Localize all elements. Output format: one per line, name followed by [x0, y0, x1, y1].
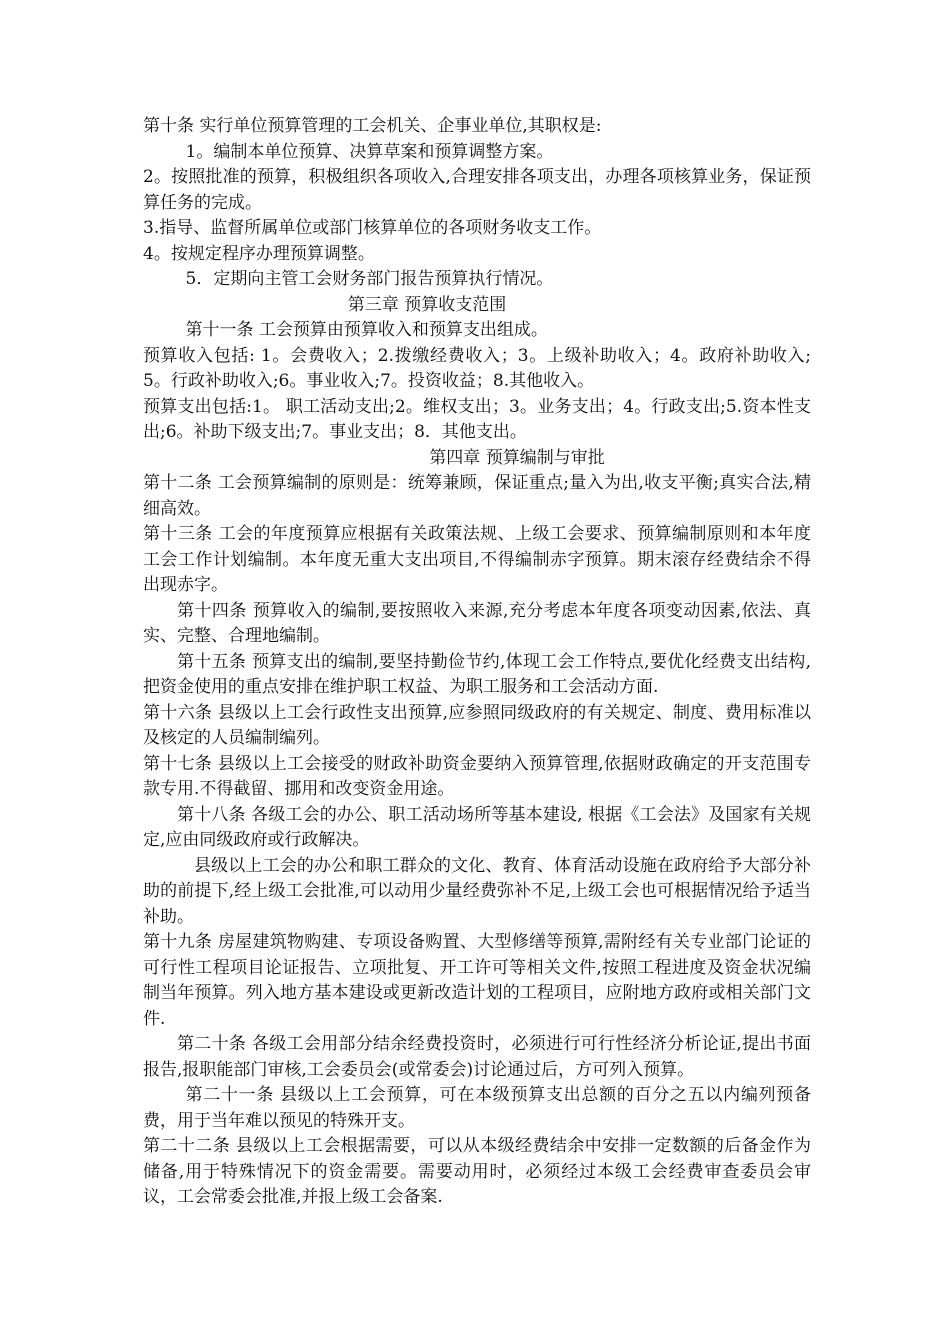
article-20: 第二十条 各级工会用部分结余经费投资时，必须进行可行性经济分析论证,提出书面报告,报职能部门审核,工会委员会(或常委会)讨论通过后，方可列入预算。 — [143, 1034, 811, 1080]
article-15: 第十五条 预算支出的编制,要坚持勤俭节约,体现工会工作特点,要优化经费支出结构,把资金使用的重点安排在维护职工权益、为职工服务和工会活动方面. — [143, 651, 811, 697]
article-10-item-4: 4。按规定程序办理预算调整。 — [143, 243, 375, 264]
article-19: 第十九条 房屋建筑物购建、专项设备购置、大型修缮等预算,需附经有关专业部门论证的可行性工程项目论证报告、立项批复、开工许可等相关文件,按照工程进度及资金状况编制当年预算。列入地方基本建设或更新改造计划的工程项目，应附地方政府或相关部门文件. — [143, 932, 811, 1029]
article-14: 第十四条 预算收入的编制,要按照收入来源,充分考虑本年度各项变动因素,依法、真实、完整、合理地编制。 — [143, 600, 811, 646]
chapter-3-heading: 第三章 预算收支范围 — [347, 294, 507, 315]
article-12: 第十二条 工会预算编制的原则是：统筹兼顾，保证重点;量入为出,收支平衡;真实合法,精细高效。 — [143, 473, 811, 519]
article-18-clause-2: 县级以上工会的办公和职工群众的文化、教育、体育活动设施在政府给予大部分补助的前提下,经上级工会批准,可以动用少量经费弥补不足,上级工会也可根据情况给予适当补助。 — [143, 855, 811, 927]
budget-expenditure-items: 预算支出包括:1。 职工活动支出;2。维权支出；3。业务支出；4。行政支出;5.资本性支出;6。补助下级支出;7。事业支出；8．其他支出。 — [143, 396, 811, 442]
article-10-item-1: 1。编制本单位预算、决算草案和预算调整方案。 — [185, 141, 554, 162]
article-13: 第十三条 工会的年度预算应根据有关政策法规、上级工会要求、预算编制原则和本年度工会工作计划编制。本年度无重大支出项目,不得编制赤字预算。期末滚存经费结余不得出现赤字。 — [143, 524, 811, 595]
article-16: 第十六条 县级以上工会行政性支出预算,应参照同级政府的有关规定、制度、费用标准以及核定的人员编制编列。 — [143, 702, 811, 748]
article-22: 第二十二条 县级以上工会根据需要，可以从本级经费结余中安排一定数额的后备金作为储备,用于特殊情况下的资金需要。需要动用时，必须经过本级工会经费审查委员会审议，工会常委会批准,并报上级工会备案. — [143, 1136, 811, 1207]
chapter-4-heading: 第四章 预算编制与审批 — [429, 447, 605, 468]
article-10-item-5: 5．定期向主管工会财务部门报告预算执行情况。 — [185, 269, 554, 289]
article-10-item-3: 3.指导、监督所属单位或部门核算单位的各项财务收支工作。 — [143, 218, 602, 238]
article-10-heading: 第十条 实行单位预算管理的工会机关、企事业单位,其职权是: — [143, 116, 602, 136]
article-11: 第十一条 工会预算由预算收入和预算支出组成。 — [185, 320, 548, 340]
article-18: 第十八条 各级工会的办公、职工活动场所等基本建设, 根据《工会法》及国家有关规定,应由同级政府或行政解决。 — [143, 804, 811, 850]
budget-revenue-items: 预算收入包括: 1。会费收入；2.拨缴经费收入；3。上级补助收入；4。政府补助收入;5。行政补助收入;6。事业收入;7。投资收益；8.其他收入。 — [143, 345, 811, 391]
article-17: 第十七条 县级以上工会接受的财政补助资金要纳入预算管理,依据财政确定的开支范围专款专用.不得截留、挪用和改变资金用途。 — [143, 753, 811, 799]
article-21: 第二十一条 县级以上工会预算，可在本级预算支出总额的百分之五以内编列预备费，用于当年难以预见的特殊开支。 — [143, 1085, 811, 1131]
article-10-item-2: 2。按照批准的预算，积极组织各项收入,合理安排各项支出，办理各项核算业务，保证预算任务的完成。 — [143, 167, 811, 213]
document-body — [143, 114, 811, 1211]
